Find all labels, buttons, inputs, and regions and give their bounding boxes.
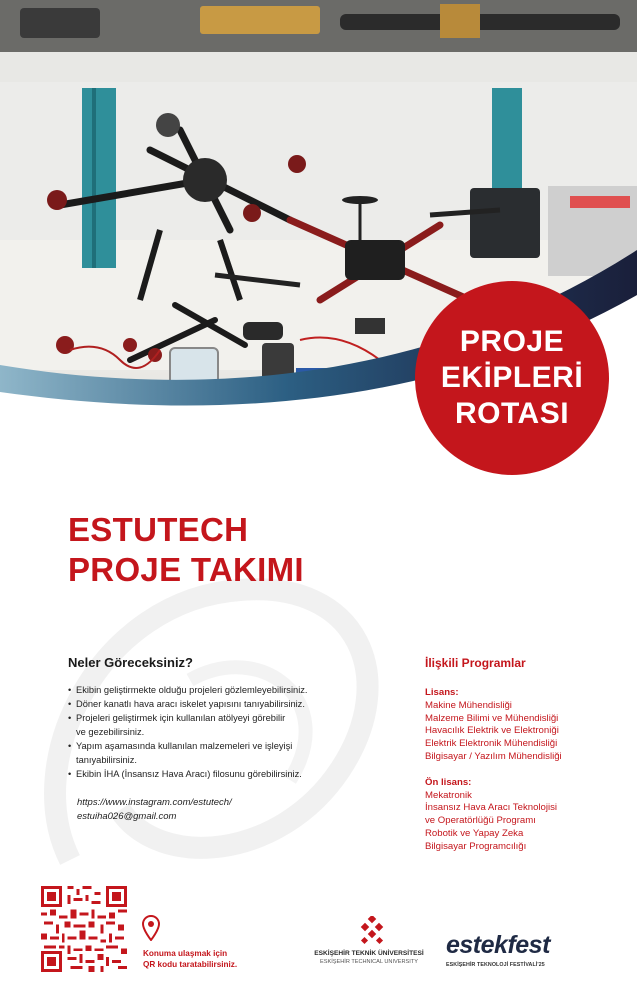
bullet-list (68, 683, 358, 781)
onlisans-label: Ön lisans: (425, 776, 472, 788)
badge-line-1: PROJE (459, 325, 565, 358)
contact-links (77, 796, 232, 824)
related-programs-heading: İlişkili Programlar (425, 656, 526, 670)
program-item: Bilgisayar / Yazılım Mühendisliği (425, 750, 562, 762)
what-youll-see-heading: Neler Göreceksiniz? (68, 655, 193, 670)
program-item: Mekatronik (425, 789, 472, 801)
title-line-2: PROJE TAKIMI (68, 551, 304, 588)
instagram-link[interactable]: https://www.instagram.com/estutech/ (77, 797, 232, 808)
list-item: • Ekibin İHA (İnsansız Hava Aracı) filosunu görebilirsiniz. (68, 769, 302, 779)
program-item: İnsansız Hava Aracı Teknolojisi (425, 802, 558, 814)
bullet-text: Projeleri geliştirmek için kullanılan atölyeyi görebilir ve gezebilirsiniz. (76, 713, 286, 737)
badge-line-3: ROTASI (454, 397, 570, 430)
program-item: Bilgisayar Programcılığı (425, 840, 527, 852)
estekfest-logo: estekfest (446, 931, 550, 959)
qr-line-1: Konuma ulaşmak için (143, 949, 228, 958)
spacer (425, 764, 562, 777)
email-link[interactable]: estuiha026@gmail.com (77, 811, 177, 822)
estekfest-subtitle: ESKİŞEHİR TEKNOLOJİ FESTİVALİ'25 (446, 962, 545, 968)
university-logo (356, 916, 388, 948)
list-item: • Yapım aşamasında kullanılan malzemeleri ve işleyişi tanıyabilirsiniz. (68, 741, 293, 765)
qr-code[interactable] (41, 886, 127, 972)
university-name: ESKİŞEHİR TEKNİK ÜNİVERSİTESİ (314, 950, 424, 957)
program-item: Havacılık Elektrik ve Elektroniği (425, 725, 559, 737)
title-line-1: ESTUTECH (68, 511, 249, 548)
list-item: • Projeleri geliştirmek için kullanılan atölyeyi görebilir ve gezebilirsiniz. (68, 713, 286, 737)
qr-line-2: QR kodu taratabilirsiniz. (143, 960, 238, 969)
list-item: • Ekibin geliştirmekte olduğu projeleri gözlemleyebilirsiniz. (68, 685, 308, 695)
bullet-text: Yapım aşamasında kullanılan malzemeleri ve işleyişi tanıyabilirsiniz. (76, 741, 293, 765)
page-title (68, 510, 304, 590)
qr-instructions (143, 948, 237, 970)
program-item: Elektrik Elektronik Mühendisliği (425, 738, 558, 750)
badge-line-2: EKİPLERİ (440, 361, 584, 394)
proje-ekipleri-badge (415, 281, 609, 475)
university-name-en: ESKİŞEHİR TECHNICAL UNIVERSITY (320, 959, 418, 965)
bullet-text: Ekibin İHA (İnsansız Hava Aracı) filosunu görebilirsiniz. (76, 769, 302, 779)
program-item: Malzeme Bilimi ve Mühendisliği (425, 712, 559, 724)
bullet-text: Ekibin geliştirmekte olduğu projeleri gözlemleyebilirsiniz. (76, 685, 308, 695)
program-item: Makine Mühendisliği (425, 699, 512, 711)
bullet-text: Döner kanatlı hava aracı iskelet yapısını tanıyabilirsiniz. (76, 699, 305, 709)
list-item: • Döner kanatlı hava aracı iskelet yapısını tanıyabilirsiniz. (68, 699, 305, 709)
programs-list (425, 687, 562, 854)
lisans-label: Lisans: (425, 687, 459, 698)
location-pin-icon (142, 915, 160, 941)
program-item: ve Operatörlüğü Programı (425, 815, 536, 827)
program-item: Robotik ve Yapay Zeka (425, 827, 524, 839)
